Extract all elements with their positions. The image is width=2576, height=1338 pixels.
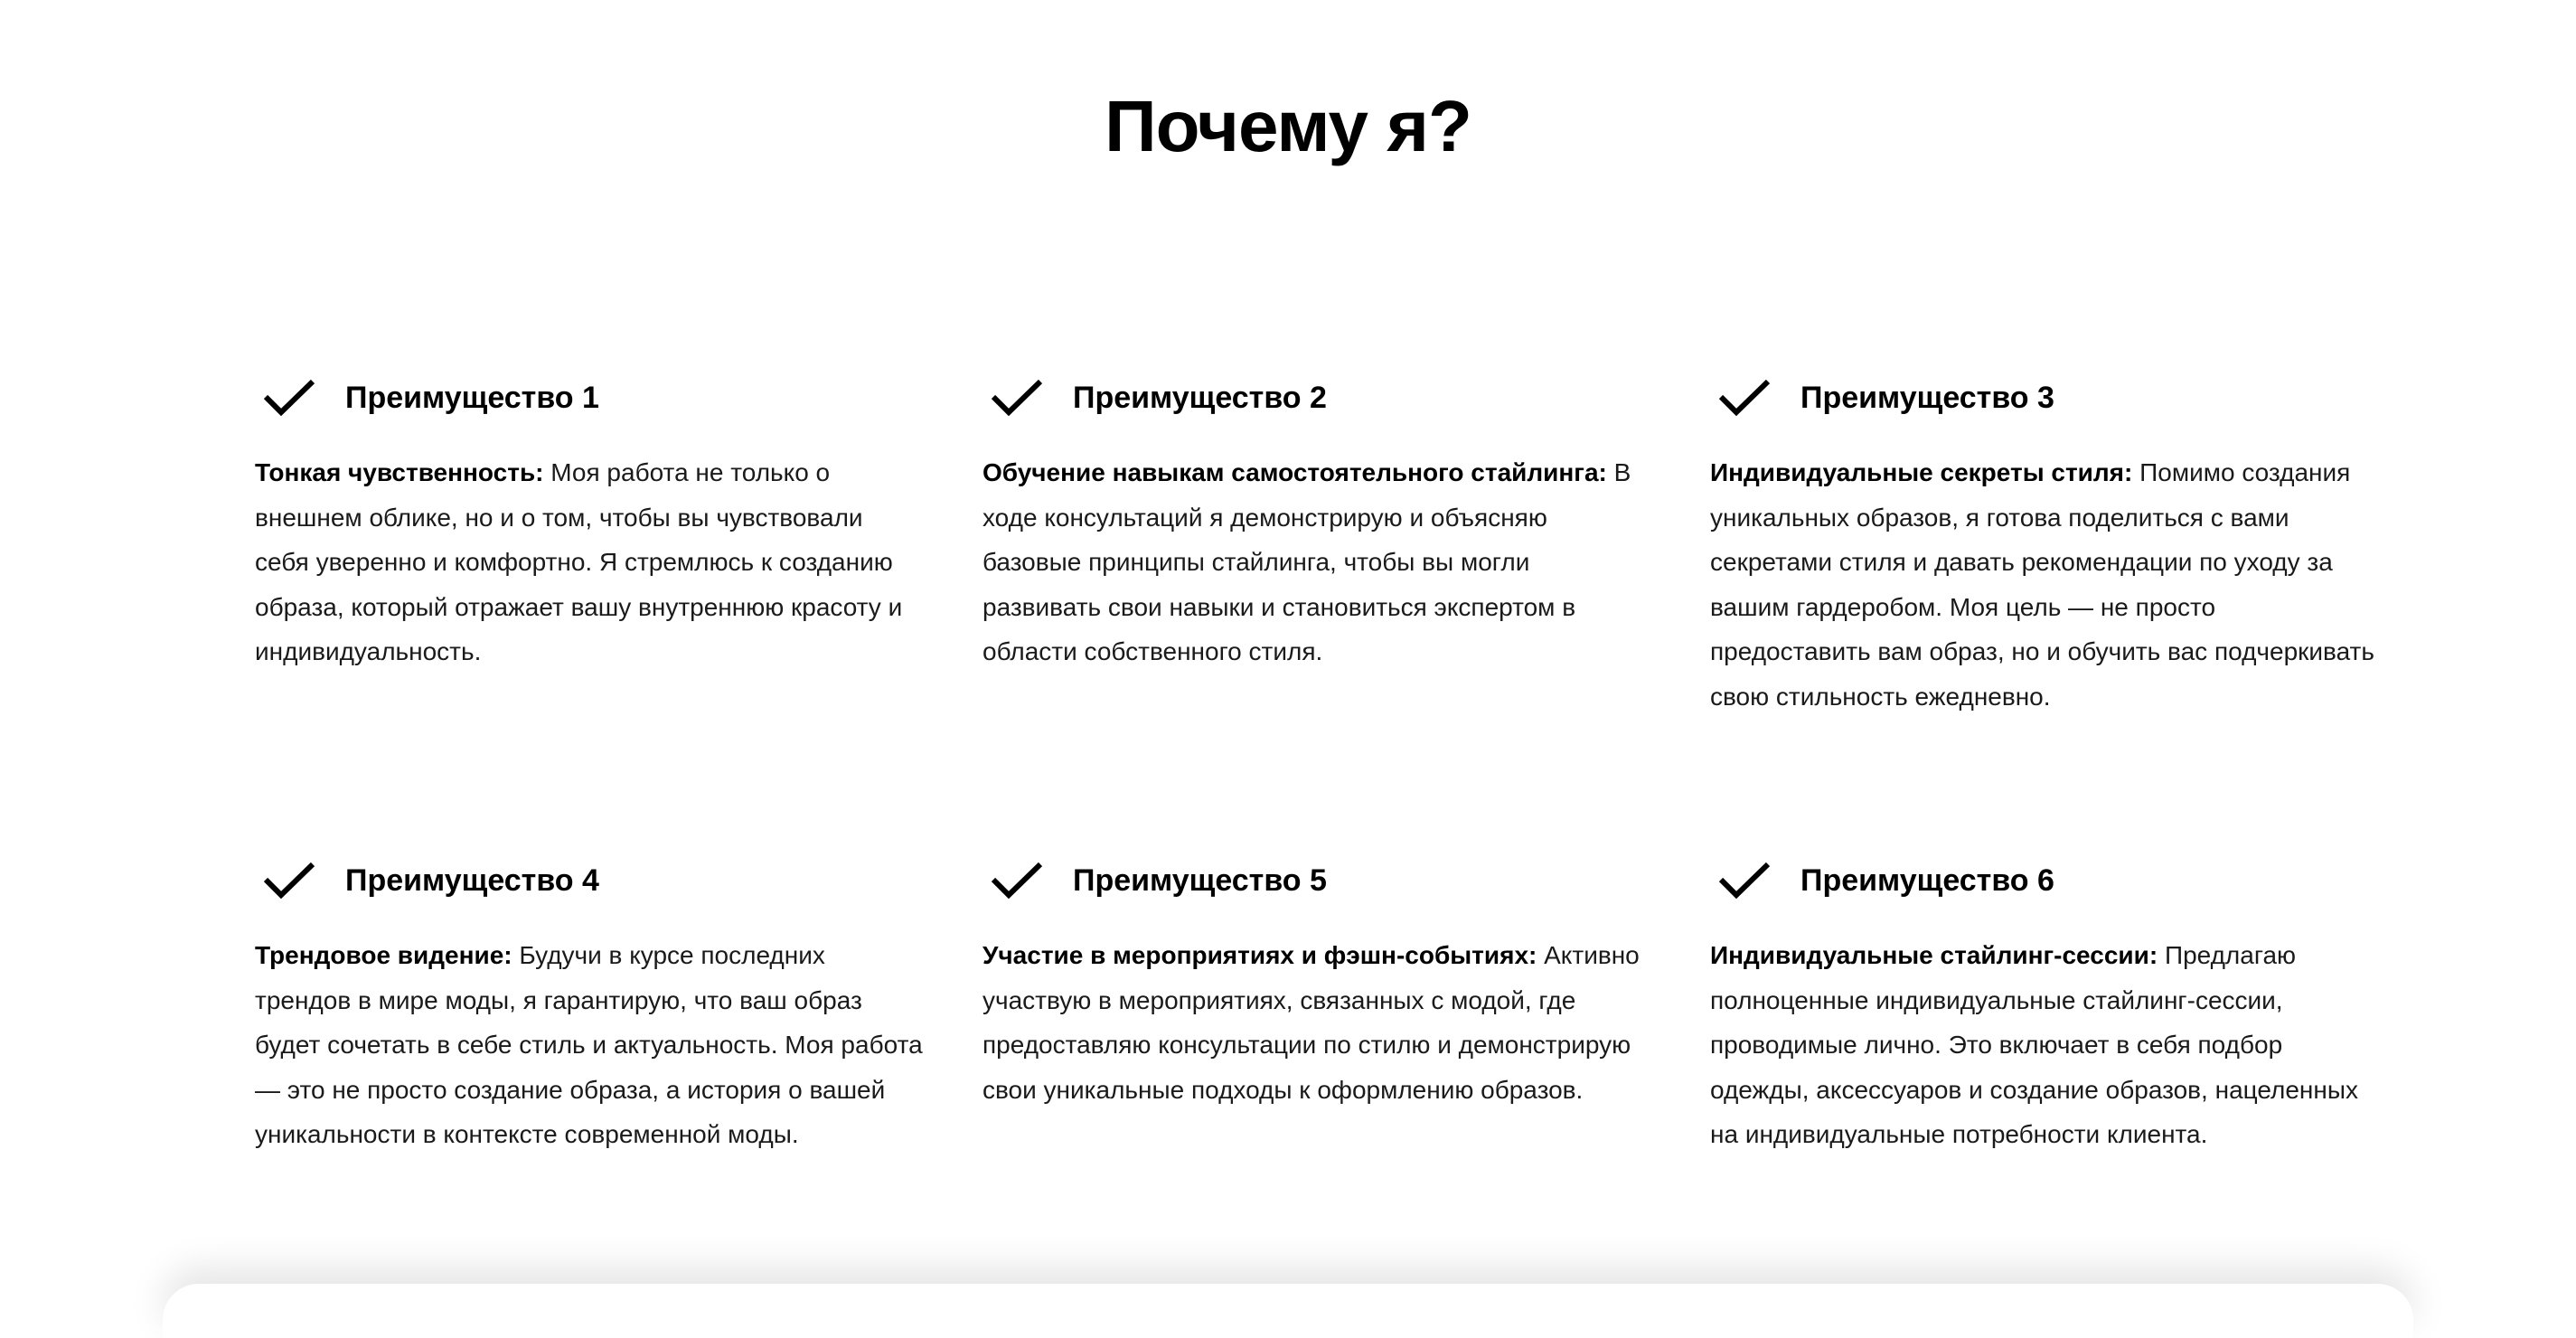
advantage-body: Будучи в курсе последних трендов в мире моды, я гарантирую, что ваш образ будет сочетать в себе стиль и актуальность. Моя работа — это не просто создание образа, а история о вашей уникальности в контексте современной моды.	[255, 941, 923, 1148]
advantage-lead: Тонкая чувственность:	[255, 458, 544, 486]
advantage-title: Преимущество 2	[1073, 380, 1327, 415]
advantage-card-3	[1710, 371, 2379, 744]
checkmark-icon	[988, 375, 1046, 420]
advantage-description	[1710, 450, 2379, 719]
advantage-title: Преимущество 1	[345, 380, 599, 415]
advantage-header	[1710, 371, 2379, 425]
advantage-description	[255, 933, 924, 1157]
section-title: Почему я?	[1105, 86, 1471, 166]
advantage-header	[982, 853, 1651, 908]
advantage-title: Преимущество 5	[1073, 862, 1327, 898]
advantage-lead: Трендовое видение:	[255, 941, 512, 969]
advantage-lead: Индивидуальные стайлинг-сессии:	[1710, 941, 2158, 969]
advantage-card-4	[255, 853, 924, 1183]
advantage-lead: Обучение навыкам самостоятельного стайлинга:	[982, 458, 1607, 486]
advantage-header	[982, 371, 1651, 425]
advantage-card-2	[982, 371, 1651, 700]
advantage-description	[255, 450, 924, 674]
advantage-title: Преимущество 4	[345, 862, 599, 898]
advantage-lead: Индивидуальные секреты стиля:	[1710, 458, 2133, 486]
advantage-body: Предлагаю полноценные индивидуальные стайлинг-сессии, проводимые лично. Это включает в себя подбор одежды, аксессуаров и создание образов, нацеленных на индивидуальные потребности клиента.	[1710, 941, 2358, 1148]
advantage-header	[1710, 853, 2379, 908]
advantage-body: Помимо создания уникальных образов, я готова поделиться с вами секретами стиля и давать рекомендации по уходу за вашим гардеробом. Моя цель — не просто предоставить вам образ, но и обучить вас подчеркивать свою стильность ежедневно.	[1710, 458, 2374, 711]
checkmark-icon	[988, 858, 1046, 903]
checkmark-icon	[1716, 375, 1773, 420]
advantage-title: Преимущество 6	[1800, 862, 2054, 898]
advantage-title: Преимущество 3	[1800, 380, 2054, 415]
advantage-header	[255, 371, 924, 425]
advantage-card-6	[1710, 853, 2379, 1183]
advantage-card-5	[982, 853, 1651, 1137]
advantage-body: В ходе консультаций я демонстрирую и объясняю базовые принципы стайлинга, чтобы вы могли развивать свои навыки и становиться экспертом в области собственного стиля.	[982, 458, 1631, 665]
advantage-description	[982, 933, 1651, 1112]
next-section-edge	[163, 1284, 2413, 1338]
checkmark-icon	[260, 375, 318, 420]
checkmark-icon	[260, 858, 318, 903]
advantage-description	[1710, 933, 2379, 1157]
advantage-card-1	[255, 371, 924, 700]
advantage-lead: Участие в мероприятиях и фэшн-событиях:	[982, 941, 1537, 969]
checkmark-icon	[1716, 858, 1773, 903]
advantage-description	[982, 450, 1651, 674]
advantage-body: Активно участвую в мероприятиях, связанных с модой, где предоставляю консультации по стилю и демонстрирую свои уникальные подходы к оформлению образов.	[982, 941, 1640, 1104]
advantage-body: Моя работа не только о внешнем облике, но и о том, чтобы вы чувствовали себя уверенно и комфортно. Я стремлюсь к созданию образа, который отражает вашу внутреннюю красоту и индивидуальность.	[255, 458, 903, 665]
advantage-header	[255, 853, 924, 908]
